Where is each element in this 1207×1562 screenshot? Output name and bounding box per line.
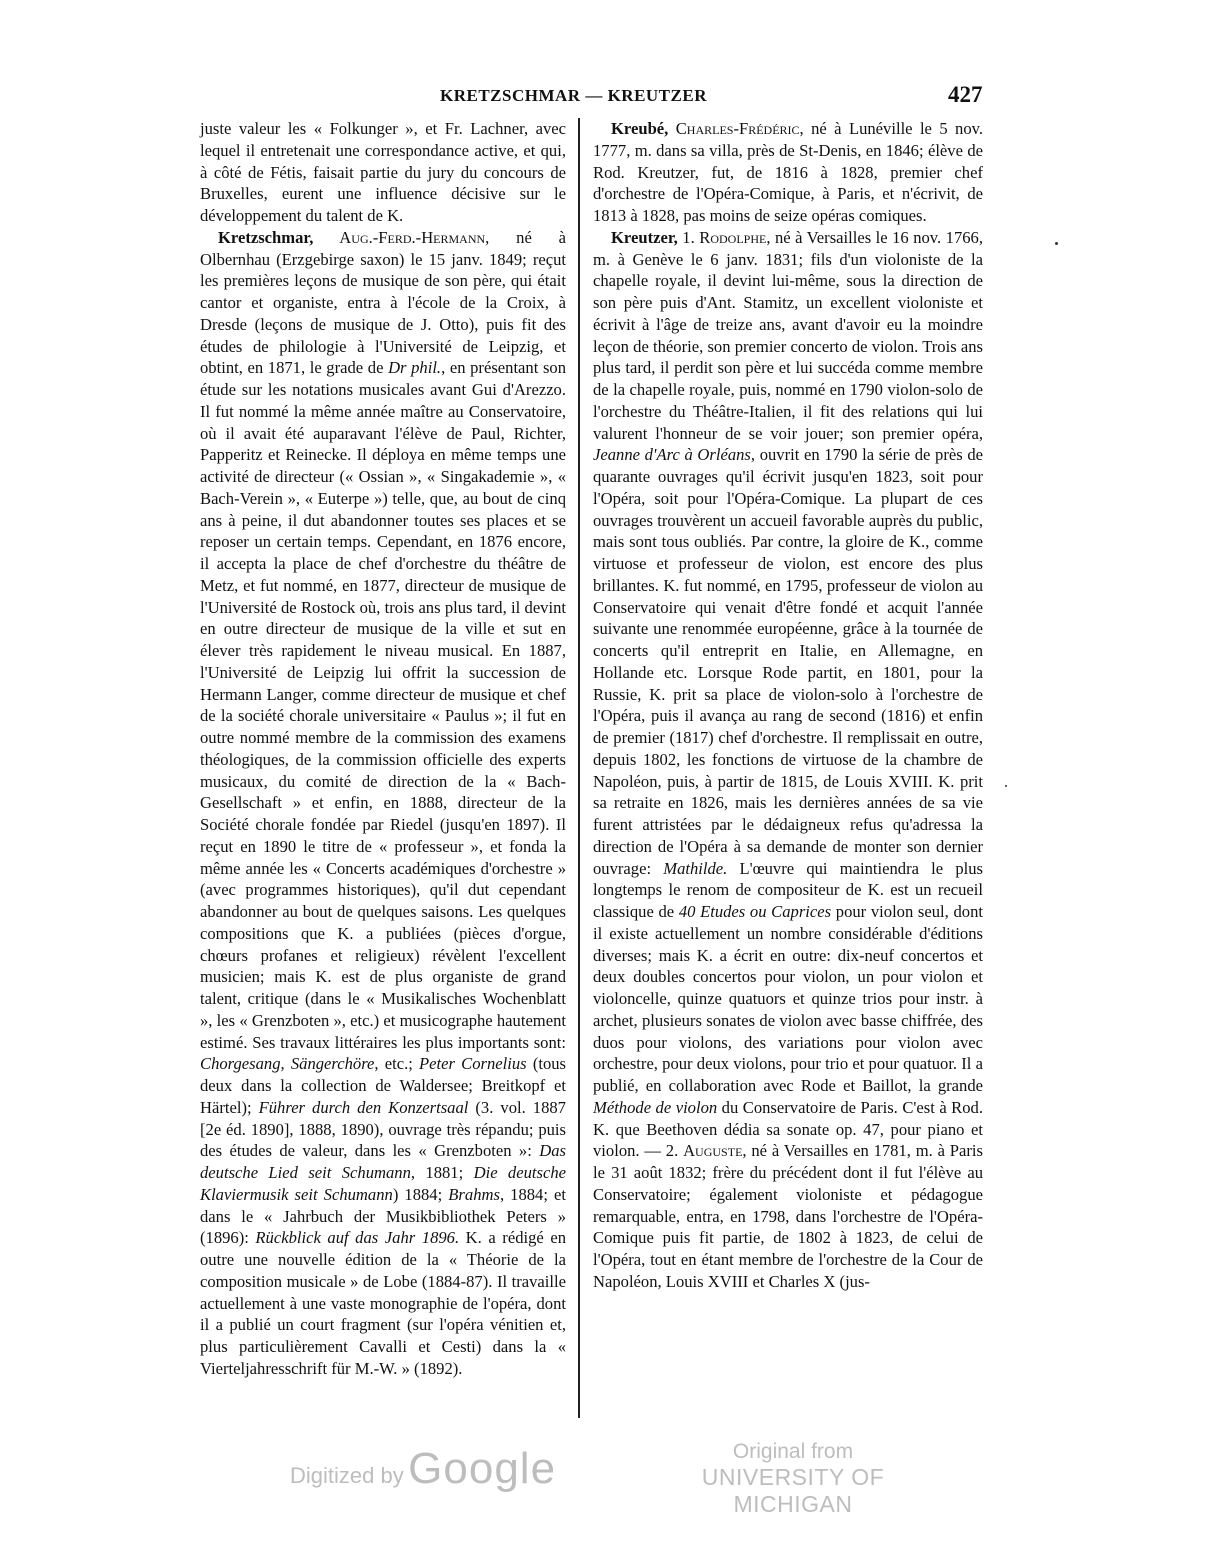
entry-text: L'œuvre qui maintiendra le plus longtemps le renom de compositeur de K. est un recueil classique de: [593, 858, 984, 921]
entry-forenames: Aug.-Ferd.-Hermann,: [313, 227, 490, 247]
digitization-footer: [0, 1436, 1207, 1516]
entry-text: (tous deux dans la collection de Waldersee; Breitkopf et Härtel);: [200, 1054, 567, 1117]
entry-forenames: Auguste,: [683, 1141, 747, 1161]
entry-text: né à Lunéville le 5 nov. 1777, m. dans sa villa, près de St-Denis, en 1846; élève de Rod. Kreutzer, fut, de 1816 à 1828, premier chef d'orchestre de l'Opéra-Comique, à Paris, et n'écrivit, de 1813 à 1828, pas moins de seize opéras comiques.: [593, 119, 983, 225]
entry-text: né à Versailles en 1781, m. à Paris le 31 août 1832; frère du précédent dont il fut l'élève au Conservatoire; également violoniste et pédagogue remarquable, entra, en 1798, dans l'orchestre de l'Opéra-Comique puis fit partie, de 1802 à 1823, de celui de l'Opéra, tout en étant membre de l'orchestre de la Cour de Napoléon, Louis XVIII et Charles X (jus-: [593, 1141, 983, 1291]
entry-headword: Kretzschmar,: [218, 227, 314, 247]
entry-text: , en présentant son étude sur les notations musicales avant Gui d'Arezzo. Il fut nommé la même année maître au Conservatoire, où il avait été auparavant l'élève de Paul, Richter, Papperitz et Reinecke. Il déploya en même temps une activité de directeur (« Ossian », « Singakademie », « Bach-Verein », « Euterpe ») telle, que, au bout de cinq ans à peine, il dut abandonner toutes ses places et se reposer un certain temps. Cependant, en 1876 encore, il accepta la place de chef d'orchestre du théâtre de Metz, et fut nommé, en 1877, directeur de musique de l'Université de Rostock où, trois ans plus tard, il devint en outre directeur de musique de la ville et sut en élever très rapidement le niveau musical. En 1887, l'Université de Leipzig lui offrit la succession de Hermann Langer, comme directeur de musique et chef de la société chorale universitaire « Paulus »; il fut en outre nommé membre de la commission des examens théologiques, de la commission officielle des experts musicaux, du comité de direction de la « Bach-Gesellschaft » et enfin, en 1888, directeur de la Société chorale fondée par Riedel (jusqu'en 1897). Il reçut en 1890 le titre de « professeur », et fonda la même année les « Concerts académiques d'orchestre » (avec programmes historiques), qu'il dut cependant abandonner au bout de quelques saisons. Les quelques compositions que K. a publiées (pièces d'orgue, chœurs profanes et religieux) révèlent l'excellent musicien; mais K. est de plus organiste de grand talent, critique (dans le « Musikalisches Wochenblatt », les « Grenzboten », etc.) et musicographe hautement estimé. Ses travaux littéraires les plus importants sont:: [200, 358, 566, 1052]
original-from-label: Original from: [732, 1440, 854, 1463]
work-title: Das deutsche Lied seit Schumann: [200, 1141, 566, 1182]
entry-text: ) 1884;: [392, 1184, 449, 1204]
left-column: [200, 118, 566, 1380]
digitized-prefix: Digitized by: [290, 1463, 404, 1488]
entry-text: pour violon seul, dont il existe actuellement un nombre considérable d'éditions diverses; mais K. a écrit en outre: dix-neuf concertos et deux doubles concertos pour violon, un pour violon et violoncelle, quinze quatuors et quinze trios pour instr. à archet, plusieurs sonates de violon avec basse chiffrée, des duos pour violons, des variations pour violon avec orchestre, pour deux violons, pour trio et pour quatuor. Il a publié, en collaboration avec Rode et Baillot, la grande: [593, 902, 983, 1095]
entry-headword: Kreubé,: [611, 119, 669, 138]
entry-text: K. a rédigé en outre une nouvelle édition de la « Théorie de la composition musicale » de Lobe (1884-87). Il travaille actuellement à une vaste monographie de l'opéra, dont il a publié un court fragment (sur l'opéra vénitien et, plus particulièrement Cavalli et Cesti) dans la « Vierteljahresschrift für M.-W. » (1892).: [200, 1228, 566, 1378]
entry-text: né à Olbernhau (Erzgebirge saxon) le 15 janv. 1849; reçut les premières leçons de musique de son père, qui était cantor et organiste, entra à l'école de la Croix, à Dresde (leçons de musique de J. Otto), puis fit des études de philologie à l'Université de Leipzig, et obtint, en 1871, le grade de: [200, 227, 566, 378]
page-number: 427: [948, 82, 983, 107]
page-header: [0, 82, 1207, 112]
continuation-paragraph: juste valeur les « Folkunger », et Fr. Lachner, avec lequel il entretenait une correspondance active, et qui, à côté de Fétis, faisait partie du jury du concours de Bruxelles, eurent une influence décisive sur le développement du talent de K.: [200, 119, 566, 225]
entry-kreube: [593, 118, 983, 227]
work-title: Chorgesang, Sängerchöre: [200, 1054, 375, 1074]
work-title: Mathilde.: [663, 858, 728, 878]
work-title: Méthode de violon: [593, 1097, 718, 1117]
work-title: Peter Cornelius: [419, 1054, 527, 1074]
entry-text: du Conservatoire de Paris. C'est à Rod. K. que Beethoven dédia sa sonate op. 47, pour piano et violon. — 2.: [593, 1097, 983, 1161]
work-title: Führer durch den Konzertsaal: [258, 1097, 469, 1117]
entry-text: , ouvrit en 1790 la série de près de quarante ouvrages qu'il écrivit jusqu'en 1823, soit pour l'Opéra, soit pour l'Opéra-Comique. La plupart de ces ouvrages trouvèrent un accueil favorable auprès du public, mais sont tous oubliés. Par contre, la gloire de K., comme virtuose et professeur de violon, est encore des plus brillantes. K. fut nommé, en 1795, professeur de violon au Conservatoire qui venait d'être fondé et acquit l'année suivante une renommée européenne, grâce à la tournée de concerts qu'il entreprit en Italie, en Allemagne, en Hollande etc. Lorsque Rode partit, en 1801, pour la Russie, K. prit sa place de violon-solo à l'orchestre de l'Opéra, puis il avança au rang de second (1816) et enfin de premier (1817) chef d'orchestre. Il remplissait en outre, depuis 1802, les fonctions de virtuose de la chambre de Napoléon, puis, à partir de 1815, de Louis XVIII. K. prit sa retraite en 1826, mais les dernières années de sa vie furent attristées par le dédaigneux refus qu'adressa la direction de l'Opéra à sa demande de monter son dernier ouvrage:: [593, 445, 983, 878]
running-head: KRETZSCHMAR — KREUTZER: [440, 86, 707, 105]
right-column: [593, 118, 983, 1293]
scan-speck: [1055, 242, 1058, 245]
entry-kreutzer: [593, 227, 983, 1293]
entry-text: , etc.;: [374, 1054, 420, 1074]
entry-text: , 1884; et dans le « Jahrbuch der Musikbibliothek Peters » (1896):: [200, 1184, 567, 1248]
entry-text: (3. vol. 1887 [2e éd. 1890], 1888, 1890), ouvrage très répandu; puis des études de valeur, dans les « Grenzboten »:: [200, 1097, 566, 1161]
work-title: Rückblick auf das Jahr 1896.: [255, 1228, 460, 1248]
work-title: Brahms: [448, 1184, 500, 1204]
work-title: 40 Etudes ou Caprices: [678, 902, 832, 921]
column-divider: [578, 118, 580, 1418]
scan-speck: [1005, 785, 1007, 787]
entry-forenames: Rodolphe,: [699, 227, 771, 247]
entry-forenames: Charles-Frédéric,: [668, 119, 804, 138]
entry-headword: Kreutzer,: [611, 227, 678, 247]
entry-text: né à Versailles le 16 nov. 1766, m. à Genève le 6 janv. 1831; fils d'un violoniste de la chapelle royale, il devint lui-même, sous la direction de son père puis d'Ant. Stamitz, un excellent violoniste et écrivit à l'âge de treize ans, avant d'avoir eu la moindre leçon de théorie, son premier concerto de violon. Trois ans plus tard, il perdit son père et lui succéda comme membre de la chapelle royale, puis, nommé en 1790 violon-solo de l'orchestre du Théâtre-Italien, il fit des relations qui lui valurent l'honneur de se voir jouer; son premier opéra,: [593, 227, 983, 443]
work-title: Die deutsche Klaviermusik seit Schumann: [200, 1163, 566, 1204]
entry-kretzschmar: [200, 227, 566, 1380]
entry-italic: Dr phil.: [388, 358, 442, 378]
original-source-watermark: [668, 1440, 918, 1518]
university-name: UNIVERSITY OF MICHIGAN: [701, 1464, 885, 1517]
entry-text: , 1881;: [410, 1163, 474, 1182]
entry-number: 1.: [677, 227, 700, 247]
digitized-by-watermark: [290, 1444, 556, 1494]
work-title: Jeanne d'Arc à Orléans: [593, 445, 751, 465]
google-logo: Google: [408, 1444, 557, 1493]
